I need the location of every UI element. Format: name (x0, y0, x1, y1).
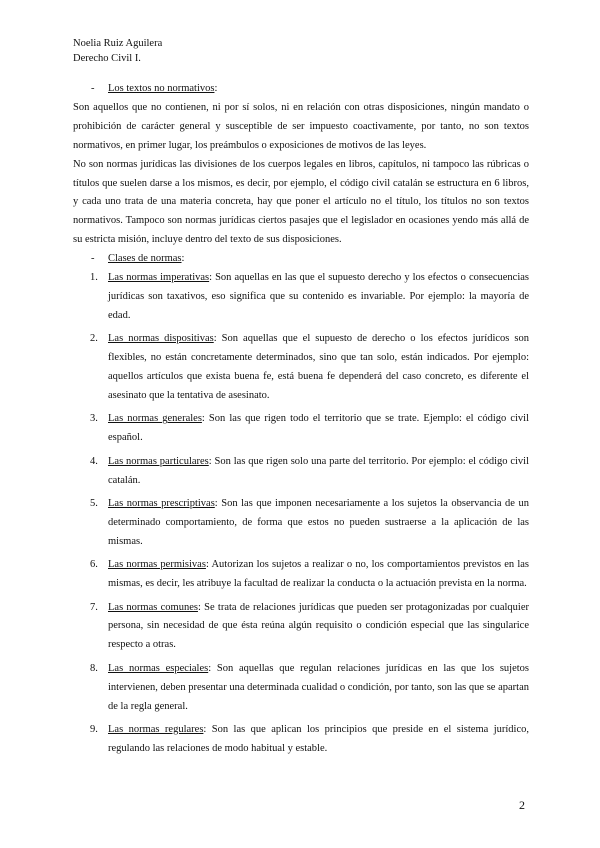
author-name: Noelia Ruiz Aguilera (73, 38, 163, 49)
paragraph: No son normas jurídicas las divisiones de los cuerpos legales en libros, capítulos, ni tampoco las rúbricas o títulos que suelen darse a los mismos, es decir, por ejemplo, el código civil catalán se estructura en 6 libros, y cada uno trata de una materia concreta, hay que poner el artículo no el título, los títulos no son textos normativos. Tampoco son normas jurídicas ciertos pasajes que el legislador en ocasiones yendo más allá de su estricta misión, incluye dentro del texto de sus disposiciones. (73, 158, 529, 246)
list-item (73, 410, 529, 448)
subject-title: Derecho Civil I. (73, 52, 141, 64)
list-item (73, 556, 529, 594)
norm-definition: : Son las que rigen solo una parte del territorio. Por ejemplo: el código civil catalán. (108, 455, 530, 486)
list-item (73, 269, 529, 326)
document-body (73, 80, 529, 763)
list-item (73, 330, 529, 406)
norm-definition: : Son aquellas que regulan relaciones jurídicas en las que los sujetos intervienen, deben presentar una determinada cualidad o condición, por tanto, son las que se apartan de la regla general. (108, 662, 529, 712)
list-number: 8. (90, 662, 98, 674)
list-item (73, 453, 529, 491)
norm-term: Las normas permisivas (108, 559, 206, 571)
section-heading-text: Los textos no normativos (108, 83, 215, 94)
list-item (73, 721, 529, 759)
norm-term: Las normas especiales (108, 662, 209, 674)
section-heading-text: Clases de normas (108, 253, 182, 265)
paragraph: Son aquellos que no contienen, ni por sí solos, ni en relación con otras disposiciones, ningún mandato o prohibición de carácter general y susceptible de ser impuesto coactivamente, por tanto, no son textos normativos, en primer lugar, los preámbulos o exposiciones de motivos de las leyes. (73, 101, 529, 151)
norm-types-list (73, 269, 529, 759)
norm-term: Las normas regulares (108, 724, 204, 735)
norm-term: Las normas prescriptivas (108, 498, 215, 510)
list-number: 7. (90, 601, 98, 613)
norm-term: Las normas particulares (108, 455, 209, 467)
page-header (73, 37, 162, 66)
norm-definition: : Son las que aplican los principios que preside en el sistema jurídico, regulando las relaciones de modo habitual y estable. (108, 724, 529, 754)
heading-colon: : (181, 253, 185, 265)
page-number: 2 (519, 798, 525, 812)
norm-term: Las normas dispositivas (108, 333, 214, 345)
section-heading-textos (73, 80, 529, 99)
norm-definition: : Son las que rigen todo el territorio que se trate. Ejemplo: el código civil español. (108, 413, 530, 444)
norm-definition: : Son aquellas que el supuesto de derecho o los efectos jurídicos son flexibles, no están concretamente determinados, sino que tan solo, están indicados. Por ejemplo: aquellos artículos que exista buena fe, está buena fe dependerá del caso concreto, es diferente el asesinato que la tentativa de asesinato. (108, 333, 529, 401)
list-number: 3. (90, 413, 98, 425)
norm-definition: : Se trata de relaciones jurídicas que pueden ser protagonizadas por cualquier persona, sin necesidad de que ésta reúna algún requisito o condición especial que las singularice respecto a otras. (108, 601, 529, 651)
norm-term: Las normas comunes (108, 601, 198, 613)
norm-definition: : Autorizan los sujetos a realizar o no, los comportamientos previstos en las mismas, es decir, les atribuye la facultad de realizar la conducta o la actuación prevista en la norma. (108, 559, 530, 590)
norm-term: Las normas generales (108, 413, 202, 425)
heading-colon: : (214, 83, 218, 94)
list-item (73, 495, 529, 552)
dash-bullet: - (91, 253, 95, 265)
section-heading-clases (73, 250, 529, 269)
list-number: 1. (90, 272, 98, 284)
norm-term: Las normas imperativas (108, 272, 210, 284)
list-item (73, 660, 529, 717)
list-number: 5. (90, 498, 98, 510)
list-number: 4. (90, 455, 98, 467)
list-number: 9. (90, 724, 98, 735)
list-number: 6. (90, 559, 98, 571)
dash-bullet: - (91, 83, 95, 94)
list-item (73, 599, 529, 656)
norm-definition: : Son aquellas en las que el supuesto derecho y los efectos o consecuencias jurídicas son taxativos, eso significa que su contenido es invariable. Por ejemplo: la mayoría de edad. (108, 272, 529, 321)
norm-definition: : Son las que imponen necesariamente a los sujetos la observancia de un determinado comportamiento, de forma que estos no pueden sustraerse a la aplicación de las mismas. (108, 498, 529, 547)
list-number: 2. (90, 333, 98, 345)
